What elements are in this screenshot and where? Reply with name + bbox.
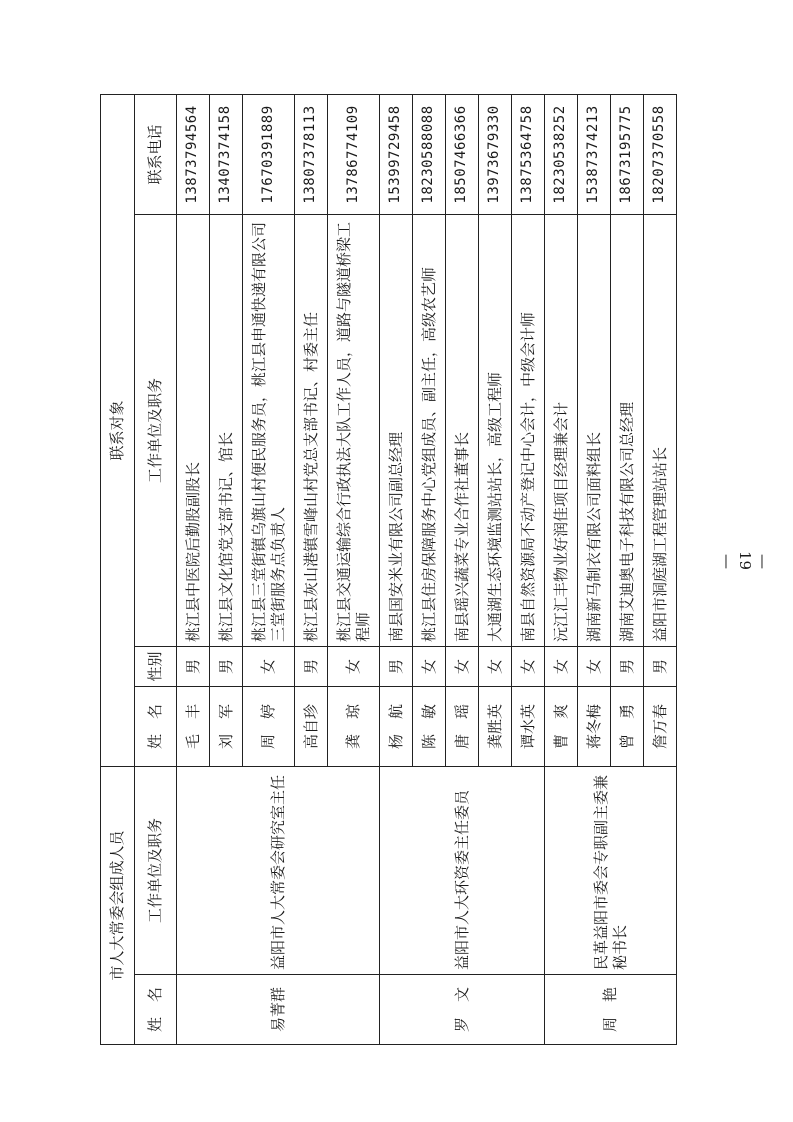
contact-unit: 湖南艾迪奥电子科技有限公司总经理 (611, 214, 644, 646)
member-name: 罗 文 (380, 975, 545, 1045)
contact-name: 曾 勇 (611, 686, 644, 766)
col-contact-unit: 工作单位及职务 (135, 214, 177, 646)
col-member-name: 姓 名 (135, 975, 177, 1045)
contact-unit: 南县国安米业有限公司副总经理 (380, 214, 413, 646)
contact-name: 陈 敏 (413, 686, 446, 766)
contact-phone: 15399729458 (380, 94, 413, 214)
member-unit: 益阳市人大环资委主任委员 (380, 766, 545, 974)
contact-phone: 13807378113 (295, 94, 328, 214)
contact-unit: 桃江县交通运输综合行政执法大队工作人员，道路与隧道桥梁工程师 (328, 214, 380, 646)
rotated-table-sheet (100, 95, 783, 1045)
contact-gender: 女 (512, 646, 545, 686)
contact-name: 曹 爽 (545, 686, 578, 766)
contact-gender: 男 (295, 646, 328, 686)
contact-gender: 女 (545, 646, 578, 686)
contact-phone: 17670391889 (243, 94, 295, 214)
contact-unit: 桃江县文化馆党支部书记、馆长 (210, 214, 243, 646)
member-name: 易菁群 (177, 975, 380, 1045)
contact-name: 刘 军 (210, 686, 243, 766)
contact-gender: 女 (243, 646, 295, 686)
table-row (545, 94, 578, 1044)
contact-name: 周 婷 (243, 686, 295, 766)
contact-unit: 益阳市洞庭湖工程管理站站长 (644, 214, 677, 646)
contact-phone: 18673195775 (611, 94, 644, 214)
contact-gender: 男 (380, 646, 413, 686)
contact-unit: 大通湖生态环境监测站站长，高级工程师 (479, 214, 512, 646)
col-contact-name: 姓 名 (135, 686, 177, 766)
contact-name: 蒋冬梅 (578, 686, 611, 766)
contact-phone: 18507466366 (446, 94, 479, 214)
contact-unit: 桃江县住房保障服务中心党组成员、副主任，高级农艺师 (413, 214, 446, 646)
contact-gender: 男 (177, 646, 210, 686)
contact-unit: 湖南新马制衣有限公司面料组长 (578, 214, 611, 646)
contact-header: 联系对象 (101, 94, 135, 766)
col-phone: 联系电话 (135, 94, 177, 214)
contact-unit: 桃江县三堂街镇乌旗山村便民服务员，桃江县申通快递有限公司三堂街服务点负责人 (243, 214, 295, 646)
contact-unit: 沅江汇丰物业好润佳项目经理兼会计 (545, 214, 578, 646)
member-name: 周 艳 (545, 975, 677, 1045)
contact-gender: 女 (446, 646, 479, 686)
col-member-unit: 工作单位及职务 (135, 766, 177, 974)
contact-gender: 女 (413, 646, 446, 686)
contact-name: 龚 琼 (328, 686, 380, 766)
contact-phone: 13973679330 (479, 94, 512, 214)
contact-name: 龚胜英 (479, 686, 512, 766)
contact-name: 詹万春 (644, 686, 677, 766)
col-gender: 性别 (135, 646, 177, 686)
contact-phone: 13786774109 (328, 94, 380, 214)
contact-name: 高自珍 (295, 686, 328, 766)
table-row (380, 94, 413, 1044)
contact-gender: 男 (611, 646, 644, 686)
page-number: — 19 — (718, 551, 772, 571)
contact-phone: 13407374158 (210, 94, 243, 214)
group-header: 市人大常委会组成人员 (101, 766, 135, 1044)
contact-name: 毛 丰 (177, 686, 210, 766)
member-unit: 益阳市人大常委会研究室主任 (177, 766, 380, 974)
contact-name: 谭水英 (512, 686, 545, 766)
contact-gender: 女 (578, 646, 611, 686)
contact-phone: 13873794564 (177, 94, 210, 214)
contact-table (100, 94, 677, 1045)
contact-phone: 18230538252 (545, 94, 578, 214)
contact-unit: 桃江县中医院后勤股副股长 (177, 214, 210, 646)
contact-unit: 桃江县灰山港镇雪峰山村党总支部书记、村委主任 (295, 214, 328, 646)
contact-phone: 13875364758 (512, 94, 545, 214)
contact-name: 唐 瑶 (446, 686, 479, 766)
contact-phone: 18207370558 (644, 94, 677, 214)
member-unit: 民革益阳市委会专职副主委兼秘书长 (545, 766, 677, 974)
contact-phone: 15387374213 (578, 94, 611, 214)
contact-phone: 18230588088 (413, 94, 446, 214)
table-row (177, 94, 210, 1044)
contact-unit: 南县自然资源局不动产登记中心会计，中级会计师 (512, 214, 545, 646)
contact-gender: 女 (479, 646, 512, 686)
contact-name: 杨 航 (380, 686, 413, 766)
contact-gender: 女 (328, 646, 380, 686)
contact-gender: 男 (644, 646, 677, 686)
contact-unit: 南县瑶兴蔬菜专业合作社董事长 (446, 214, 479, 646)
contact-gender: 男 (210, 646, 243, 686)
